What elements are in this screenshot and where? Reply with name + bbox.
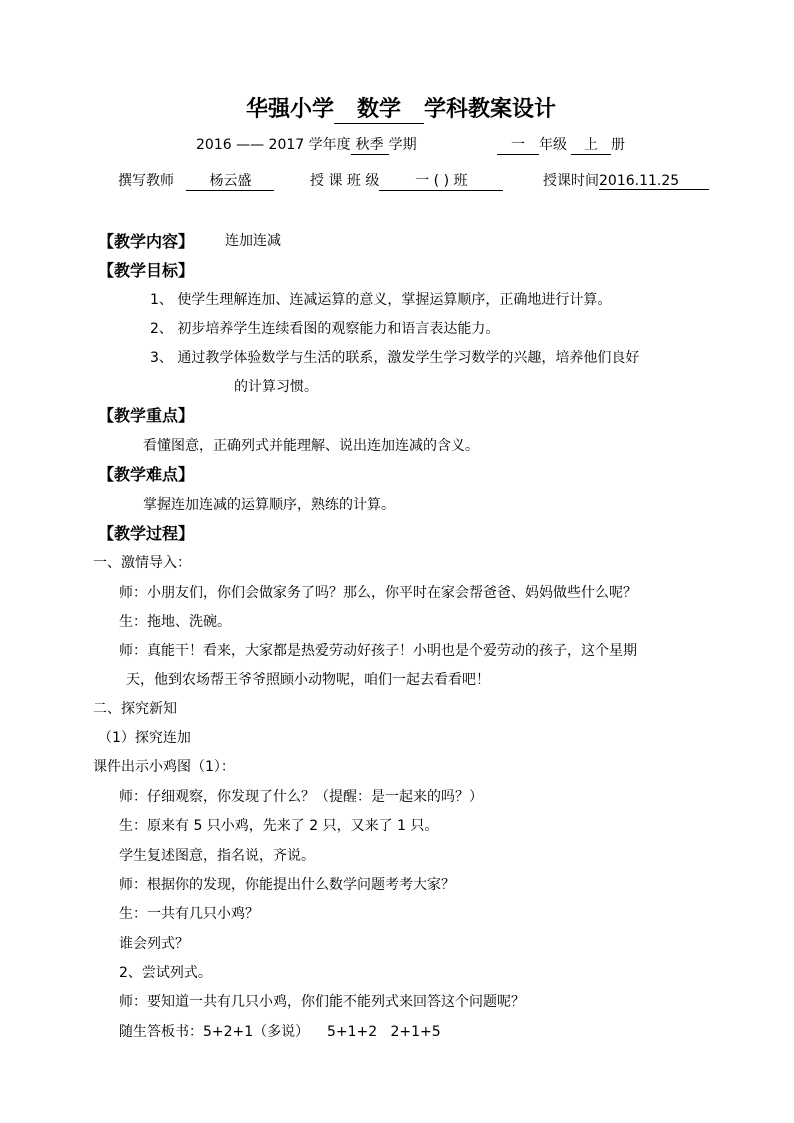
difficulty-heading: 【教学难点】 xyxy=(98,465,195,484)
process-line: 随生答板书：5+2+1（多说） 5+1+2 2+1+5 xyxy=(119,1024,441,1040)
process-line: 生：原来有 5 只小鸡，先来了 2 只，又来了 1 只。 xyxy=(119,818,439,834)
process-line: 学生复述图意，指名说，齐说。 xyxy=(119,848,315,864)
teacher-value: 杨云盛 xyxy=(186,170,274,191)
teacher-label: 撰写教师 xyxy=(118,173,174,189)
class-value: 一 ( ) 班 xyxy=(379,170,503,191)
grade-value: 一 xyxy=(497,134,539,155)
process-line: 师：仔细观察，你发现了什么？（提醒：是一起来的吗？） xyxy=(119,789,483,805)
title-prefix: 华强小学 xyxy=(246,96,335,122)
grade-label: 年级 xyxy=(539,137,567,153)
year-label: 学年度 xyxy=(308,137,351,153)
goal-3-cont: 的计算习惯。 xyxy=(234,379,318,395)
process-line: 生：拖地、洗碗。 xyxy=(119,614,231,630)
term-label: 学期 xyxy=(388,137,417,153)
page-title xyxy=(246,92,556,124)
title-suffix: 学科教案设计 xyxy=(424,96,557,122)
goal-3: 3、 通过教学体验数学与生活的联系，激发学生学习数学的兴趣，培养他们良好 xyxy=(150,350,640,366)
year-end: 2017 xyxy=(268,137,305,153)
difficulty-text: 掌握连加连减的运算顺序，熟练的计算。 xyxy=(143,497,395,513)
term-value: 秋季 xyxy=(351,134,389,155)
process-line: 师：根据你的发现，你能提出什么数学问题考考大家？ xyxy=(119,877,455,893)
process-line: 谁会列式？ xyxy=(119,936,189,952)
title-subject: 数学 xyxy=(334,92,424,124)
key-heading: 【教学重点】 xyxy=(98,406,195,425)
grade-line xyxy=(497,134,625,155)
time-value: 2016.11.25 xyxy=(599,173,709,190)
year-dash: —— xyxy=(236,137,265,153)
process-line: 课件出示小鸡图（1）： xyxy=(93,759,235,775)
process-line: （1）探究连加 xyxy=(98,730,191,746)
teacher-line xyxy=(118,170,274,191)
process-line: 师：真能干！看来，大家都是热爱劳动好孩子！小明也是个爱劳动的孩子，这个星期 xyxy=(119,643,637,659)
process-line: 师：小朋友们，你们会做家务了吗？那么，你平时在家会帮爸爸、妈妈做些什么呢？ xyxy=(119,585,637,601)
goals-heading: 【教学目标】 xyxy=(98,261,195,280)
content-heading: 【教学内容】 xyxy=(98,232,195,251)
volume-label: 册 xyxy=(611,137,625,153)
time-line xyxy=(543,170,709,190)
time-label: 授课时间 xyxy=(543,173,599,189)
process-line: 生：一共有几只小鸡？ xyxy=(119,906,259,922)
process-line: 师：要知道一共有几只小鸡，你们能不能列式来回答这个问题呢？ xyxy=(119,994,525,1010)
class-label: 授 课 班 级 xyxy=(310,173,380,189)
year-start: 2016 xyxy=(196,137,232,153)
process-line: 二、探究新知 xyxy=(93,701,177,717)
key-text: 看懂图意，正确列式并能理解、说出连加连减的含义。 xyxy=(143,438,479,454)
content-text: 连加连减 xyxy=(225,233,281,249)
goal-1: 1、 使学生理解连加、连减运算的意义，掌握运算顺序，正确地进行计算。 xyxy=(150,292,612,308)
class-line xyxy=(310,170,503,191)
goal-2: 2、 初步培养学生连续看图的观察能力和语言表达能力。 xyxy=(150,321,500,337)
process-heading: 【教学过程】 xyxy=(98,524,195,543)
year-term-line xyxy=(196,134,417,155)
process-line: 一、激情导入： xyxy=(93,555,191,571)
process-line: 2、尝试列式。 xyxy=(119,965,212,981)
process-line: 天，他到农场帮王爷爷照顾小动物呢，咱们一起去看看吧！ xyxy=(126,672,490,688)
volume-value: 上 xyxy=(571,134,611,155)
